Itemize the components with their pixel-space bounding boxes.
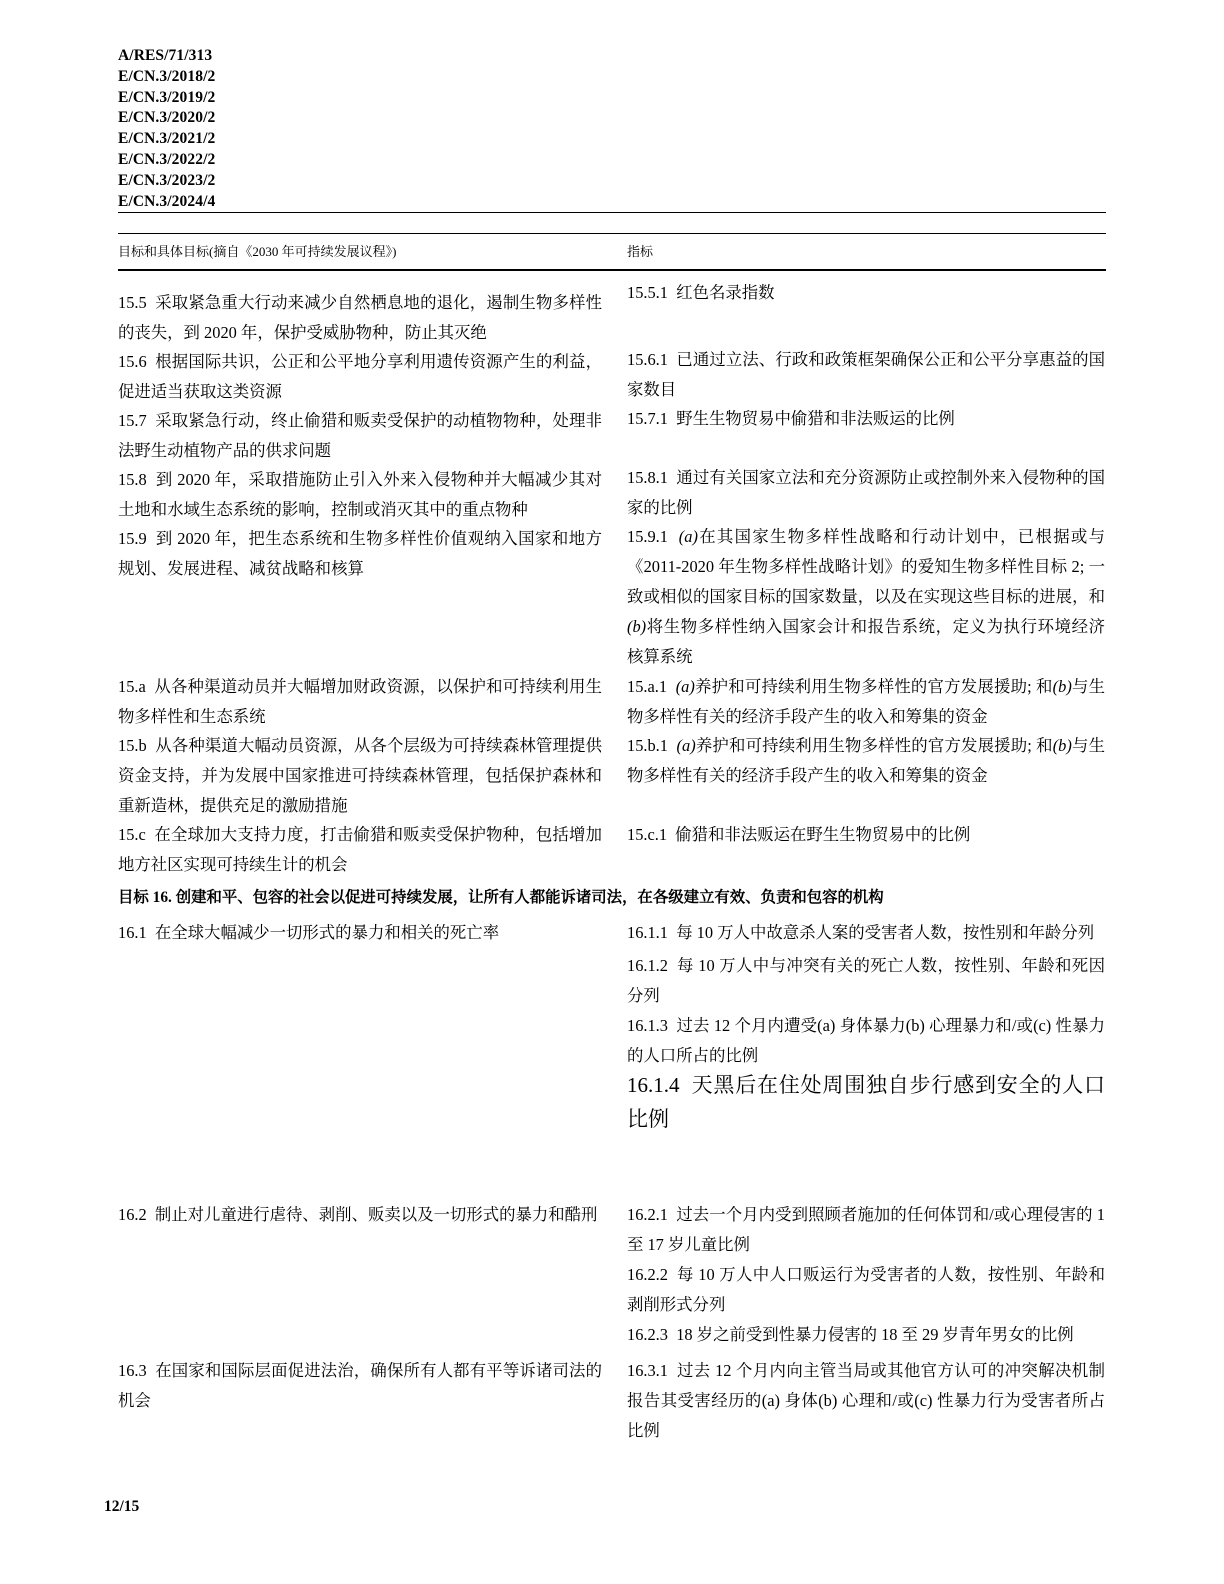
indicator-text: 每 10 万人中与冲突有关的死亡人数，按性别、年龄和死因分列 — [627, 956, 1105, 1005]
table-row — [627, 672, 1105, 732]
target-number: 15.7 — [118, 411, 147, 430]
target-number: 16.3 — [118, 1361, 147, 1380]
table-row — [627, 918, 1105, 948]
page-number: 12/15 — [104, 1498, 140, 1515]
indicator-text: 过去 12 个月内向主管当局或其他官方认可的冲突解决机制报告其受害经历的(a) 身体(b) 心理和/或(c) 性暴力行为受害者所占比例 — [627, 1361, 1105, 1440]
column-header-goals: 目标和具体目标(摘自《2030 年可持续发展议程》) — [118, 244, 397, 259]
target-number: 15.6 — [118, 352, 147, 371]
target-number: 15.c — [118, 825, 146, 844]
indicator-number: 16.2.3 — [627, 1325, 668, 1344]
target-number: 16.2 — [118, 1205, 147, 1224]
table-column-headers — [118, 241, 1106, 265]
table-row — [118, 288, 602, 348]
target-text: 在全球大幅减少一切形式的暴力和相关的死亡率 — [154, 923, 500, 942]
indicator-number: 16.1.3 — [627, 1016, 668, 1035]
table-row — [627, 278, 1105, 308]
indicator-number: 15.b.1 — [627, 736, 668, 755]
indicator-number: 16.1.4 — [627, 1073, 680, 1097]
document-symbol: E/CN.3/2024/4 — [118, 192, 216, 210]
target-text: 到 2020 年，采取措施防止引入外来入侵物种并大幅减少其对土地和水域生态系统的影响，控制或消灭其中的重点物种 — [118, 470, 602, 519]
target-number: 15.9 — [118, 529, 147, 548]
document-symbol: E/CN.3/2022/2 — [118, 150, 216, 168]
indicator-number: 15.6.1 — [627, 350, 668, 369]
indicator-text: 18 岁之前受到性暴力侵害的 18 至 29 岁青年男女的比例 — [676, 1325, 1074, 1344]
table-row — [627, 1260, 1105, 1320]
column-header-indicators: 指标 — [627, 244, 654, 259]
indicator-number: 15.5.1 — [627, 283, 668, 302]
indicator-text: 野生生物贸易中偷猎和非法贩运的比例 — [676, 409, 955, 428]
target-number: 15.8 — [118, 470, 147, 489]
table-row — [627, 820, 1105, 850]
table-row — [118, 465, 602, 525]
table-row — [118, 1356, 602, 1416]
indicator-text: 过去 12 个月内遭受(a) 身体暴力(b) 心理暴力和/或(c) 性暴力的人口所占的比例 — [627, 1016, 1105, 1065]
indicator-text: (a)养护和可持续利用生物多样性的官方发展援助; 和(b)与生物多样性有关的经济手段产生的收入和筹集的资金 — [627, 677, 1106, 726]
indicator-text: 天黑后在住处周围独自步行感到安全的人口比例 — [627, 1073, 1106, 1131]
document-symbol: E/CN.3/2023/2 — [118, 171, 216, 189]
indicator-text: 红色名录指数 — [676, 283, 775, 302]
header-divider-top — [118, 212, 1106, 213]
indicator-number: 16.3.1 — [627, 1361, 668, 1380]
table-header-rule — [118, 269, 1106, 271]
indicator-text: 已通过立法、行政和政策框架确保公正和公平分享惠益的国家数目 — [627, 350, 1106, 399]
table-row — [118, 347, 602, 407]
document-symbol: A/RES/71/313 — [118, 47, 213, 64]
indicator-number: 15.8.1 — [627, 468, 668, 487]
target-text: 制止对儿童进行虐待、剥削、贩卖以及一切形式的暴力和酷刑 — [154, 1205, 598, 1224]
table-top-rule — [118, 233, 1106, 234]
table-row — [118, 672, 602, 732]
document-symbol: E/CN.3/2018/2 — [118, 67, 216, 85]
table-row — [627, 1068, 1105, 1136]
table-row — [627, 1356, 1105, 1446]
target-number: 15.b — [118, 736, 147, 755]
indicator-text: 偷猎和非法贩运在野生生物贸易中的比例 — [675, 825, 971, 844]
document-symbols — [118, 46, 215, 212]
table-row — [627, 1011, 1105, 1071]
table-row — [627, 345, 1105, 405]
indicator-number: 16.1.2 — [627, 956, 668, 975]
indicator-number: 15.a.1 — [627, 677, 668, 696]
table-row — [627, 1320, 1105, 1350]
table-row — [627, 404, 1105, 434]
indicator-number: 16.1.1 — [627, 923, 668, 942]
table-row — [627, 522, 1105, 672]
table-row — [627, 1200, 1105, 1260]
indicator-number: 16.2.2 — [627, 1265, 668, 1284]
target-number: 15.5 — [118, 293, 147, 312]
target-text: 在全球加大支持力度，打击偷猎和贩卖受保护物种，包括增加地方社区实现可持续生计的机会 — [118, 825, 602, 874]
table-row — [627, 951, 1105, 1011]
document-symbol: E/CN.3/2020/2 — [118, 109, 216, 127]
target-text: 采取紧急行动，终止偷猎和贩卖受保护的动植物物种，处理非法野生动植物产品的供求问题 — [118, 411, 603, 460]
target-text: 到 2020 年，把生态系统和生物多样性价值观纳入国家和地方规划、发展进程、减贫战略和核算 — [118, 529, 602, 578]
indicator-number: 15.c.1 — [627, 825, 668, 844]
indicator-text: 每 10 万人中人口贩运行为受害者的人数，按性别、年龄和剥削形式分列 — [627, 1265, 1105, 1314]
goal-16-heading: 目标 16. 创建和平、包容的社会以促进可持续发展，让所有人都能诉诸司法，在各级建立有效、负责和包容的机构 — [118, 889, 884, 906]
target-number: 15.a — [118, 677, 146, 696]
table-row — [118, 918, 602, 948]
target-text: 从各种渠道大幅动员资源，从各个层级为可持续森林管理提供资金支持，并为发展中国家推进可持续森林管理，包括保护森林和重新造林，提供充足的激励措施 — [118, 736, 603, 815]
target-text: 根据国际共识，公正和公平地分享利用遗传资源产生的利益，促进适当获取这类资源 — [118, 352, 603, 401]
table-row — [627, 731, 1105, 791]
table-row — [118, 1200, 602, 1230]
indicator-text: (a)在其国家生物多样性战略和行动计划中，已根据或与《2011-2020 年生物多样性战略计划》的爱知生物多样性目标 2; 一致或相似的国家目标的国家数量，以及在实现这些目标的进展，和(b)将生物多样性纳入国家会计和报告系统，定义为执行环境经济核算系统 — [627, 527, 1105, 666]
indicator-number: 15.9.1 — [627, 527, 668, 546]
table-row — [118, 731, 602, 821]
indicator-text: 每 10 万人中故意杀人案的受害者人数，按性别和年龄分列 — [676, 923, 1095, 942]
target-text: 从各种渠道动员并大幅增加财政资源，以保护和可持续利用生物多样性和生态系统 — [118, 677, 602, 726]
target-text: 采取紧急重大行动来减少自然栖息地的退化，遏制生物多样性的丧失，到 2020 年，保护受威胁物种，防止其灭绝 — [118, 293, 603, 342]
table-row — [118, 820, 602, 880]
indicator-text: 通过有关国家立法和充分资源防止或控制外来入侵物种的国家的比例 — [627, 468, 1106, 517]
target-number: 16.1 — [118, 923, 147, 942]
table-row — [627, 463, 1105, 523]
table-row — [118, 524, 602, 584]
indicator-text: (a)养护和可持续利用生物多样性的官方发展援助; 和(b)与生物多样性有关的经济手段产生的收入和筹集的资金 — [627, 736, 1105, 785]
indicator-number: 16.2.1 — [627, 1205, 668, 1224]
target-text: 在国家和国际层面促进法治，确保所有人都有平等诉诸司法的机会 — [118, 1361, 603, 1410]
indicator-text: 过去一个月内受到照顾者施加的任何体罚和/或心理侵害的 1 至 17 岁儿童比例 — [627, 1205, 1105, 1254]
document-symbol: E/CN.3/2021/2 — [118, 130, 216, 148]
indicator-number: 15.7.1 — [627, 409, 668, 428]
document-symbol: E/CN.3/2019/2 — [118, 88, 216, 106]
table-row — [118, 406, 602, 466]
